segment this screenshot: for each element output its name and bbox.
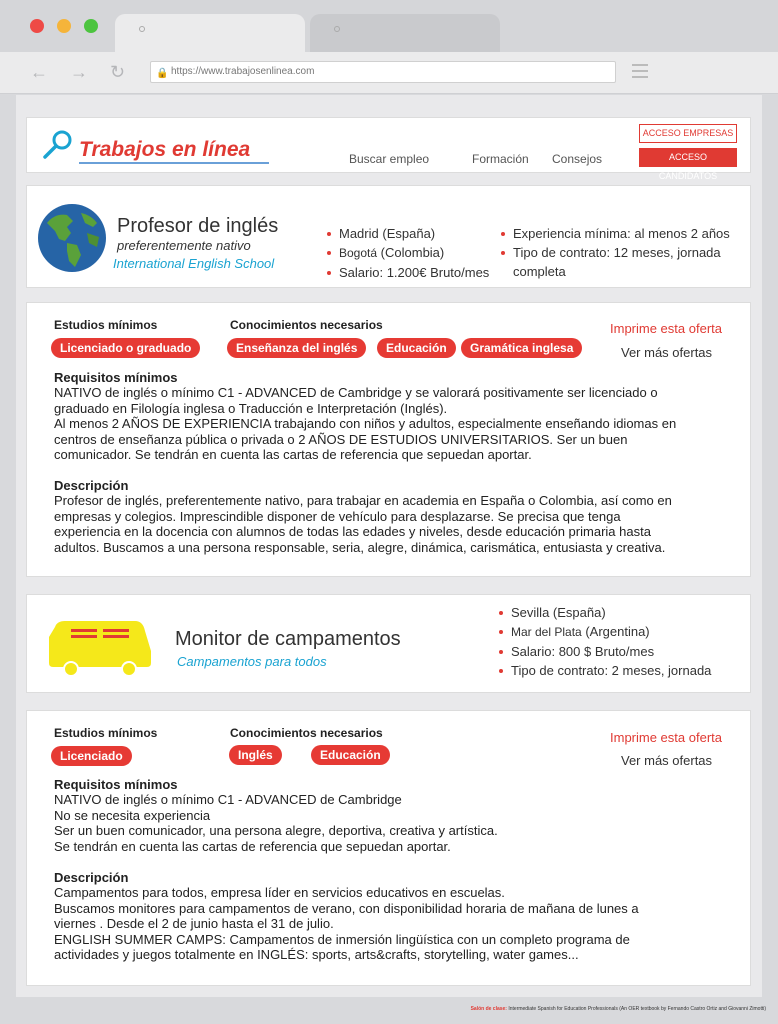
- print-offer-link[interactable]: Imprime esta oferta: [610, 321, 722, 336]
- camper-van-icon: [47, 617, 153, 677]
- tag-licenciado[interactable]: Licenciado: [51, 746, 132, 766]
- nav-buscar-empleo[interactable]: Buscar empleo: [349, 152, 430, 166]
- tag-licenciado-graduado[interactable]: Licenciado o graduado: [51, 338, 200, 358]
- footer-credit: Salón de clase: Intermediate Spanish for Education Professionals (An OER textbook by Fernando Castro Ortiz and Giovanni Zimotti): [470, 1006, 766, 1012]
- job-location-list: [497, 603, 747, 680]
- tab-favicon-icon: [139, 26, 145, 32]
- logo-underline: [79, 162, 269, 164]
- knowledge-label: Conocimientos necesarios: [230, 318, 383, 332]
- tag-ensenanza-ingles[interactable]: Enseñanza del inglés: [227, 338, 366, 358]
- print-offer-link[interactable]: Imprime esta oferta: [610, 730, 722, 745]
- location-item: Madrid (España): [325, 224, 489, 243]
- search-magnifier-icon: [41, 130, 75, 160]
- requirements-title: Requisitos mínimos: [54, 777, 178, 792]
- location-item: Bogotá (Colombia): [325, 243, 489, 263]
- experience: Experiencia mínima: al menos 2 años: [499, 224, 749, 243]
- tag-educacion[interactable]: Educación: [311, 745, 390, 765]
- description-text: Profesor de inglés, preferentemente nativo, para trabajar en academia en España o Colombia, así como en empresas y colegios. Imprescindible disponer de vehículo para desplazarse. Se precisa que tenga experiencia en la docencia con alumnos de todas las edades y niveles, desde educación primaria hasta adultos. Buscamos a una persona responsable, seria, alegre, dinámica, carismática, entusiasta y creativa.: [54, 493, 672, 555]
- web-page: [16, 95, 762, 997]
- close-window-button[interactable]: [30, 19, 44, 33]
- tab-favicon-icon: [334, 26, 340, 32]
- requirements-title: Requisitos mínimos: [54, 370, 178, 385]
- requirements-text: NATIVO de inglés o mínimo C1 - ADVANCED de Cambridge No se necesita experiencia Ser un buen comunicador, una persona alegre, deportiva, creativa y artística. Se tendrán en cuenta las cartas de referencia que sepuedan aportar.: [54, 792, 498, 854]
- contract-type: Tipo de contrato: 2 meses, jornada: [497, 661, 747, 680]
- browser-toolbar: [0, 52, 778, 94]
- job-summary-monitor[interactable]: [26, 594, 751, 693]
- reload-icon[interactable]: ↻: [110, 62, 126, 82]
- more-offers-link[interactable]: Ver más ofertas: [621, 345, 713, 360]
- requirements-text: NATIVO de inglés o mínimo C1 - ADVANCED de Cambridge y se valorará positivamente ser licenciado o graduado en Filología inglesa o Traducción e Interpretación (Inglés). Al menos 2 AÑOS DE EXPERIENCIA trabajando con niños y adultos, especialmente enseñando idiomas en centros de enseñanza pública o privada o 2 AÑOS DE ESTUDIOS UNIVERSITARIOS. Ser un buen comunicador. Se tendrán en cuenta las cartas de referencia que sepuedan aportar.: [54, 385, 677, 462]
- nav-consejos[interactable]: Consejos: [552, 152, 603, 166]
- job-title[interactable]: Profesor de inglés: [117, 215, 279, 237]
- salary: Salario: 800 $ Bruto/mes: [497, 642, 747, 661]
- site-logo[interactable]: Trabajos en línea: [79, 138, 251, 161]
- minimize-window-button[interactable]: [57, 19, 71, 33]
- maximize-window-button[interactable]: [84, 19, 98, 33]
- acceso-candidatos-button[interactable]: ACCESO CANDIDATOS: [639, 148, 737, 167]
- lock-icon: 🔒: [156, 68, 169, 79]
- job-summary-profesor[interactable]: [26, 185, 751, 288]
- back-arrow-icon[interactable]: ←: [30, 62, 48, 82]
- site-header: [26, 117, 751, 181]
- address-bar[interactable]: [150, 61, 616, 83]
- contract-type: Tipo de contrato: 12 meses, jornada completa: [499, 243, 749, 281]
- footer: [0, 997, 778, 1024]
- studies-label: Estudios mínimos: [54, 726, 158, 740]
- knowledge-label: Conocimientos necesarios: [230, 726, 383, 740]
- company-name[interactable]: International English School: [113, 256, 275, 271]
- location-item: Sevilla (España): [497, 603, 747, 622]
- more-offers-link[interactable]: Ver más ofertas: [621, 753, 713, 768]
- company-name[interactable]: Campamentos para todos: [177, 654, 327, 669]
- globe-icon: [37, 203, 107, 273]
- acceso-empresas-button[interactable]: ACCESO EMPRESAS: [639, 124, 737, 143]
- forward-arrow-icon[interactable]: →: [70, 62, 88, 82]
- job-conditions-list: [499, 224, 749, 281]
- browser-tab-active[interactable]: [115, 14, 305, 52]
- studies-label: Estudios mínimos: [54, 318, 158, 332]
- job-subtitle: preferentemente nativo: [117, 238, 251, 253]
- browser-tab-inactive[interactable]: [310, 14, 500, 52]
- description-title: Descripción: [54, 870, 129, 885]
- browser-tab-bar: [0, 0, 778, 52]
- address-bar-url: https://www.trabajosenlinea.com: [171, 66, 315, 77]
- job-details-profesor: [26, 302, 751, 577]
- job-title[interactable]: Monitor de campamentos: [175, 628, 401, 650]
- job-location-list: [325, 224, 489, 282]
- browser-menu-icon[interactable]: [632, 64, 648, 82]
- description-text: Campamentos para todos, empresa líder en servicios educativos en escuelas. Buscamos monitores para campamentos de verano, con disponibilidad horaria de mañana de lunes a viernes . Desde el 2 de junio hasta el 31 de julio. ENGLISH SUMMER CAMPS: Campamentos de inmersión lingüística con un completo programa de actividades y juegos totalmente en INGLÉS: sports, arts&crafts, storytelling, water games...: [54, 885, 639, 962]
- location-item: Mar del Plata (Argentina): [497, 622, 747, 642]
- tag-educacion[interactable]: Educación: [377, 338, 456, 358]
- nav-formacion[interactable]: Formación: [472, 152, 529, 166]
- tag-ingles[interactable]: Inglés: [229, 745, 282, 765]
- salary: Salario: 1.200€ Bruto/mes: [325, 263, 489, 282]
- tag-gramatica-inglesa[interactable]: Gramática inglesa: [461, 338, 582, 358]
- description-title: Descripción: [54, 478, 129, 493]
- job-details-monitor: [26, 710, 751, 986]
